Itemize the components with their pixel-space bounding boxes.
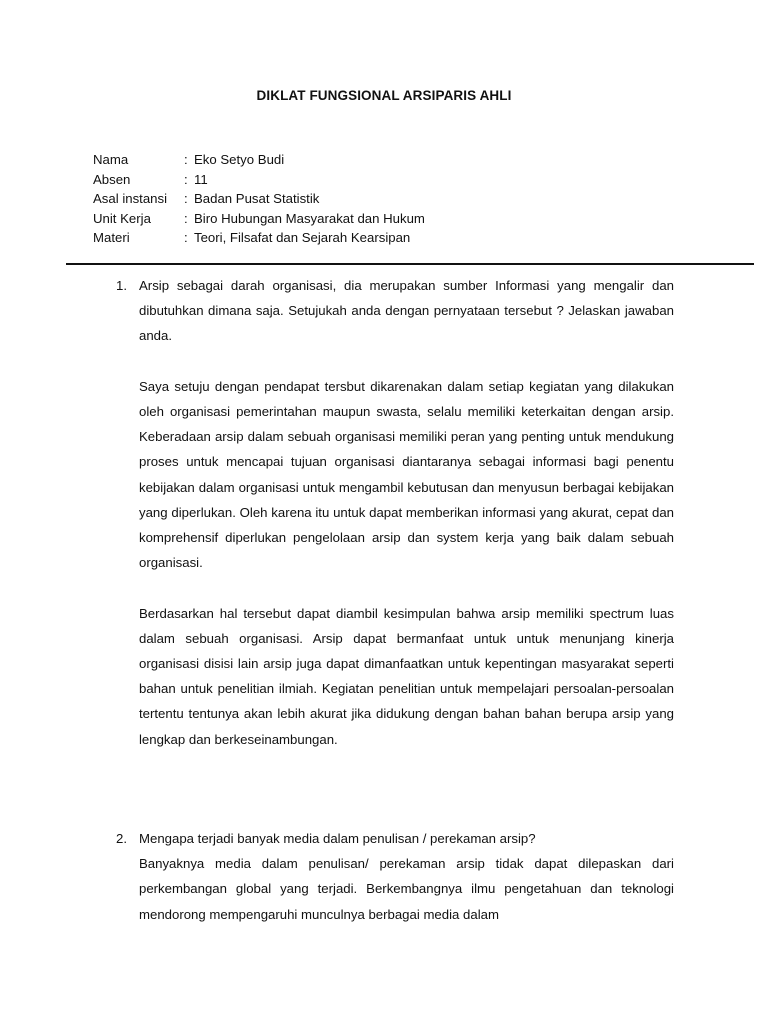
identity-colon: :	[184, 171, 188, 187]
identity-label: Materi	[93, 230, 130, 246]
question-item-1	[116, 273, 674, 752]
identity-row-asal-instansi	[93, 189, 425, 209]
question-number: 1.	[116, 278, 127, 293]
identity-value: 11	[194, 171, 208, 187]
question-body	[139, 826, 674, 927]
answer-paragraph: Saya setuju dengan pendapat tersbut dikarenakan dalam setiap kegiatan yang dilakukan oleh organisasi pemerintahan maupun swasta, selalu memiliki keterkaitan dengan arsip. Keberadaan arsip dalam sebuah organisasi memiliki peran yang penting untuk mendukung proses untuk mencapai tujuan organisasi diantaranya sebagai informasi bagi penentu kebijakan dalam organisasi untuk mengambil kebutusan dan menyusun berbagai kebijakan yang diperlukan. Oleh karena itu untuk dapat memberikan informasi yang akurat, cepat dan komprehensif diperlukan pengelolaan arsip dan system kerja yang baik dalam sebuah organisasi.	[139, 378, 674, 571]
identity-colon: :	[184, 230, 188, 246]
paragraph-gap	[139, 349, 674, 374]
identity-row-materi	[93, 228, 425, 248]
identity-row-nama	[93, 150, 425, 170]
identity-value: Biro Hubungan Masyarakat dan Hukum	[194, 210, 425, 226]
identity-row-absen	[93, 170, 425, 190]
answer-paragraph: Banyaknya media dalam penulisan/ perekaman arsip tidak dapat dilepaskan dari perkembangan global yang terjadi. Berkembangnya ilmu pengetahuan dan teknologi mendorong mempengaruhi munculnya berbagai media dalam	[139, 856, 674, 922]
identity-colon: :	[184, 210, 188, 226]
identity-value: Teori, Filsafat dan Sejarah Kearsipan	[194, 230, 411, 246]
identity-value: Badan Pusat Statistik	[194, 191, 320, 207]
paragraph-gap	[139, 575, 674, 600]
document-title: DIKLAT FUNGSIONAL ARSIPARIS AHLI	[256, 88, 512, 103]
identity-row-unit-kerja	[93, 209, 425, 229]
question-number: 2.	[116, 831, 127, 846]
question-text: Mengapa terjadi banyak media dalam penulisan / perekaman arsip?	[139, 831, 536, 846]
identity-label: Nama	[93, 152, 129, 167]
identity-colon: :	[184, 152, 188, 167]
identity-label: Absen	[93, 171, 131, 187]
identity-colon: :	[184, 191, 188, 207]
header-divider	[66, 263, 754, 265]
identity-block	[93, 150, 425, 248]
answer-paragraph: Berdasarkan hal tersebut dapat diambil kesimpulan bahwa arsip memiliki spectrum luas dalam sebuah organisasi. Arsip dapat bermanfaat untuk untuk menunjang kinerja organisasi disisi lain arsip juga dapat dimanfaatkan untuk kepentingan masyarakat seperti bahan untuk penelitian ilmiah. Kegiatan penelitian untuk mempelajari persoalan-persoalan tertentu tentunya akan lebih akurat jika didukung dengan bahan bahan berupa arsip yang lengkap dan berkeseinambungan.	[139, 605, 674, 747]
question-body	[139, 273, 674, 752]
question-text: Arsip sebagai darah organisasi, dia merupakan sumber Informasi yang mengalir dan dibutuhkan dimana saja. Setujukah anda dengan pernyataan tersebut ? Jelaskan jawaban anda.	[139, 278, 674, 344]
identity-label: Unit Kerja	[93, 210, 151, 226]
question-item-2	[116, 826, 674, 927]
identity-value: Eko Setyo Budi	[194, 152, 285, 167]
identity-label: Asal instansi	[93, 191, 168, 207]
